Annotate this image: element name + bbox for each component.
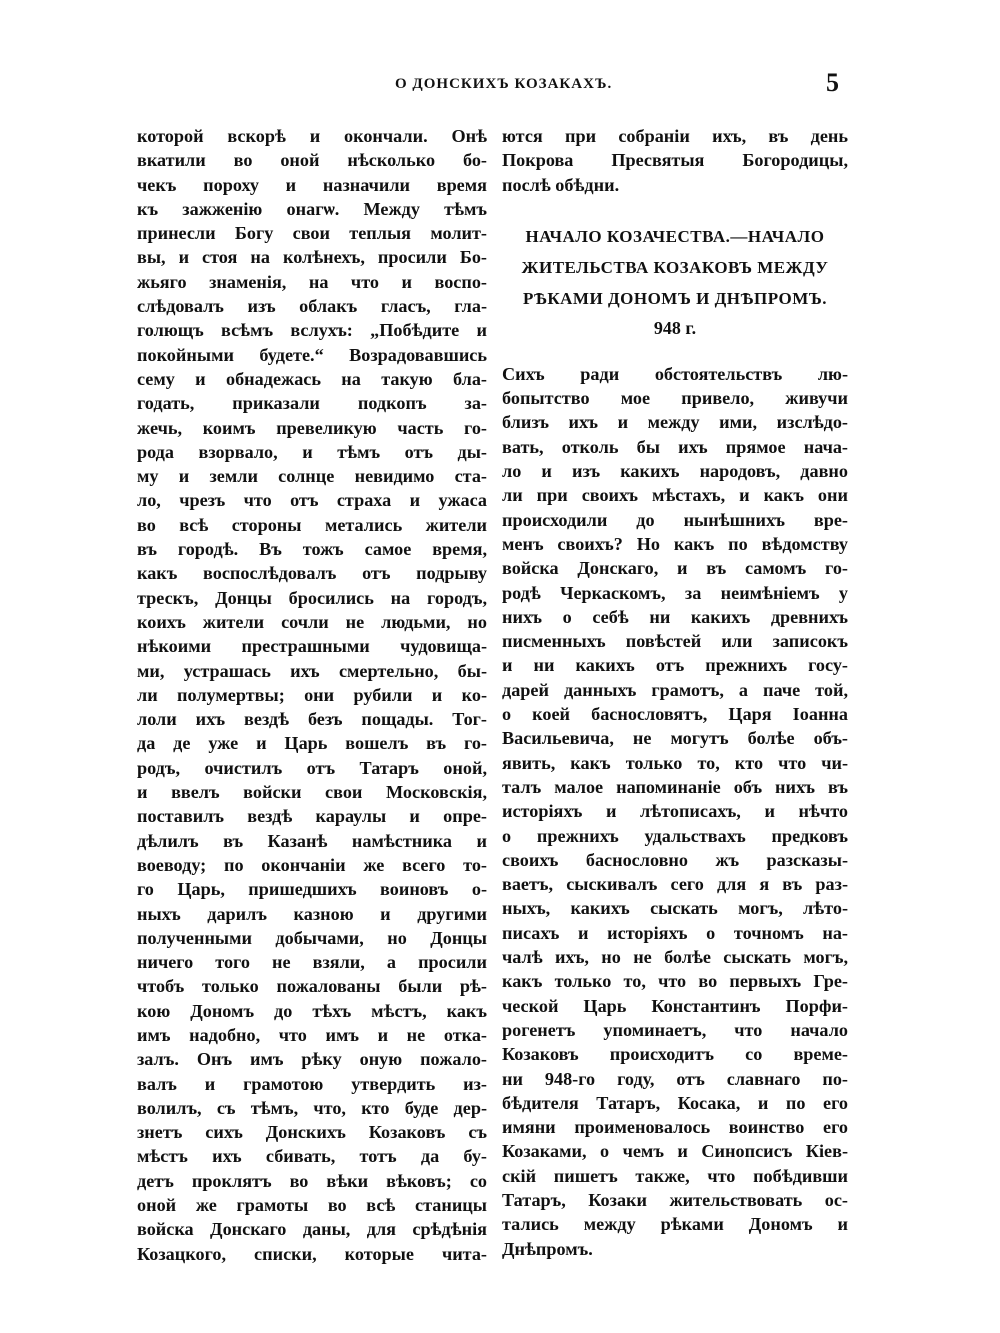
text-line: дѣлилъ въ Казанѣ намѣстника и — [137, 830, 487, 851]
section-year: 948 г. — [653, 317, 697, 338]
section-gap-small — [502, 342, 848, 362]
text-line: мѣстъ ихъ сбивать, тотъ да бу- — [137, 1146, 487, 1167]
text-line: ло и изъ какихъ народовъ, давно — [502, 461, 848, 482]
text-line: му и земли солнце невидимо ста- — [137, 466, 487, 487]
text-line: вать, отколь бы ихъ прямое нача- — [502, 436, 848, 457]
text-line: годать, приказали подкопъ за- — [137, 393, 487, 414]
text-line: о коей баснословятъ, Царя Іоанна — [502, 704, 848, 725]
text-line: Козаками, о чемъ и Синопсисъ Кіев- — [502, 1141, 848, 1162]
text-line: Козацкого, списки, которые чита- — [137, 1243, 487, 1264]
text-line: бѣдителя Татаръ, Косака, и по его — [502, 1092, 848, 1113]
text-line: ничего того не взяли, а просили — [137, 952, 487, 973]
text-line: ческой Царь Константинъ Порфи- — [502, 995, 848, 1016]
text-line: полученными добычами, но Донцы — [137, 927, 487, 948]
text-line: Днѣпромъ. — [502, 1238, 593, 1259]
text-line: которой вскорѣ и окончали. Онѣ — [137, 126, 487, 146]
right-body-text — [502, 362, 848, 1261]
text-line: кою Дономъ до тѣхъ мѣстъ, какъ — [137, 1000, 487, 1021]
text-line: рогенетъ упоминаетъ, что начало — [502, 1019, 848, 1040]
text-line: родѣ Черкаскомъ, за неимѣніемъ у — [502, 582, 848, 603]
text-line: РѢКАМИ ДОНОМЪ И ДНѢПРОМЪ. — [522, 288, 828, 308]
text-line: воеводу; по окончаніи же всего то- — [137, 854, 487, 875]
text-line: Васильевича, не могутъ болѣе объ- — [502, 728, 848, 749]
page-number: 5 — [826, 68, 839, 97]
text-line: волилъ, съ тѣмъ, что, кто буде дер- — [137, 1097, 487, 1118]
text-line: жечь, коимъ превеликую часть го- — [137, 417, 487, 438]
text-line: нѣкоими престрашными чудовища- — [137, 636, 487, 657]
text-line: войска Донскаго, и въ самомъ го- — [502, 558, 848, 579]
text-line: какъ только то, что во первыхъ Гре- — [502, 971, 848, 992]
text-line: своихъ баснословно жъ разсказы- — [502, 849, 848, 870]
text-line: принесли Богу свои теплыя молит- — [137, 223, 487, 244]
text-line: чтобъ только пожалованы были рѣ- — [137, 976, 487, 997]
text-line: происходили до нынѣшнихъ вре- — [502, 509, 848, 530]
text-line: и ни какихъ отъ прежнихъ госу- — [502, 655, 848, 676]
text-line: писахъ и исторіяхъ о точномъ на- — [502, 922, 848, 943]
text-line: рода взорвало, и тѣмъ отъ ды- — [137, 441, 487, 462]
text-line: вкатили во оной нѣсколько бо- — [137, 150, 487, 171]
text-line: къ зажженію онагѡ. Между тѣмъ — [137, 198, 487, 219]
text-line: вы, и стоя на колѣнехъ, просили Бо- — [137, 247, 487, 268]
text-line: во всѣ стороны метались жители — [137, 514, 487, 535]
text-line: исторіяхъ и лѣтописахъ, и нѣчто — [502, 801, 848, 822]
text-line: оной же грамоты во всѣ станицы — [137, 1195, 487, 1216]
text-line: голющъ всѣмъ вслухъ: „Побѣдите и — [137, 320, 487, 341]
text-line: ныхъ дарилъ казною и другими — [137, 903, 487, 924]
text-line: ваетъ, сыскивалъ сего для я въ раз- — [502, 874, 848, 895]
text-line: родъ, очистилъ отъ Татаръ оной, — [137, 757, 487, 778]
text-line: да де уже и Царь вошелъ въ го- — [137, 733, 487, 754]
text-line: послѣ обѣдни. — [502, 174, 620, 195]
text-line: знетъ сихъ Донскихъ Козаковъ съ — [137, 1122, 487, 1143]
text-line: покойными будете.“ Возрадовавшись — [137, 344, 487, 365]
text-line: детъ проклятъ во вѣки вѣковъ; со — [137, 1170, 487, 1191]
text-line: поставилъ вездѣ караулы и опре- — [137, 806, 487, 827]
text-line: имъ надобно, что имъ и не отка- — [137, 1024, 487, 1045]
text-line: нихъ о себѣ ни какихъ древнихъ — [502, 606, 848, 627]
text-line: въ городѣ. Въ тожъ самое время, — [137, 539, 487, 560]
text-line: ли при своихъ мѣстахъ, и какъ они — [502, 485, 848, 506]
text-line: залъ. Онъ имъ рѣку оную пожало- — [137, 1049, 487, 1070]
text-line: трескъ, Донцы бросились на городъ, — [137, 587, 487, 608]
text-line: талъ малое напоминаніе объ нихъ въ — [502, 776, 848, 797]
text-line: какъ воспослѣдовалъ отъ подрыву — [137, 563, 487, 584]
text-line: ни 948-го году, отъ славнаго по- — [502, 1068, 848, 1089]
text-line: Татаръ, Козаки жительствовать ос- — [502, 1189, 848, 1210]
text-line: ли полумертвы; они рубили и ко- — [137, 684, 487, 705]
text-line: ми, устрашась ихъ смертельно, бы- — [137, 660, 487, 681]
text-line: войска Донскаго даны, для срѣдѣнія — [137, 1219, 487, 1240]
text-line: и ввелъ войски свои Московскія, — [137, 782, 487, 803]
text-line: ЖИТЕЛЬСТВА КОЗАКОВЪ МЕЖДУ — [521, 257, 829, 277]
text-line: сему и обнадежась на такую бла- — [137, 368, 487, 389]
text-line: тались между рѣками Дономъ и — [502, 1214, 848, 1235]
running-title: О ДОНСКИХЪ КОЗАКАХЪ. — [395, 76, 613, 92]
text-line: чекъ пороху и назначили время — [137, 174, 487, 195]
text-line: валъ и грамотою утвердить из- — [137, 1073, 487, 1094]
text-line: лоли ихъ вездѣ безъ пощады. Тог- — [137, 709, 487, 730]
text-line: о прежнихъ удальствахъ предковъ — [502, 825, 848, 846]
text-line: ло, чрезъ что отъ страха и ужаса — [137, 490, 487, 511]
section-gap — [502, 197, 848, 221]
text-line: писменныхъ повѣстей или записокъ — [502, 631, 848, 652]
text-line: коихъ жители сочли не людьми, но — [137, 611, 487, 632]
text-line: ются при собраніи ихъ, въ день — [502, 126, 848, 146]
text-line: слѣдовалъ изъ облакъ гласъ, гла- — [137, 296, 487, 317]
text-line: Козаковъ происходитъ со време- — [502, 1044, 848, 1065]
text-line: менъ своихъ? Но какъ по вѣдомству — [502, 533, 848, 554]
text-line: ныхъ, какихъ сыскать могъ, лѣто- — [502, 898, 848, 919]
text-line: бопытство мое привело, живучи — [502, 388, 848, 409]
text-line: близъ ихъ и между ими, изслѣдо- — [502, 412, 848, 433]
text-line: имяни проименовалось воинство его — [502, 1117, 848, 1138]
text-line: НАЧАЛО КОЗАЧЕСТВА.—НАЧАЛО — [525, 226, 825, 246]
section-heading — [502, 221, 848, 314]
running-head — [0, 68, 1000, 102]
right-intro-text — [502, 124, 848, 197]
text-line: жьяго знаменія, на что и воспо- — [137, 271, 487, 292]
text-line: явить, какъ только то, кто что чи- — [502, 752, 848, 773]
text-line: дарей данныхъ грамотъ, а паче той, — [502, 679, 848, 700]
text-line: Сихъ ради обстоятельствъ лю- — [502, 363, 848, 384]
right-column — [502, 124, 848, 1261]
left-column — [137, 124, 487, 1266]
text-line: чалѣ ихъ, но не болѣе сыскать могъ, — [502, 947, 848, 968]
text-line: Покрова Пресвятыя Богородицы, — [502, 150, 848, 171]
text-line: го Царь, пришедшихъ воиновъ о- — [137, 879, 487, 900]
text-line: скій пишетъ также, что побѣдивши — [502, 1165, 848, 1186]
